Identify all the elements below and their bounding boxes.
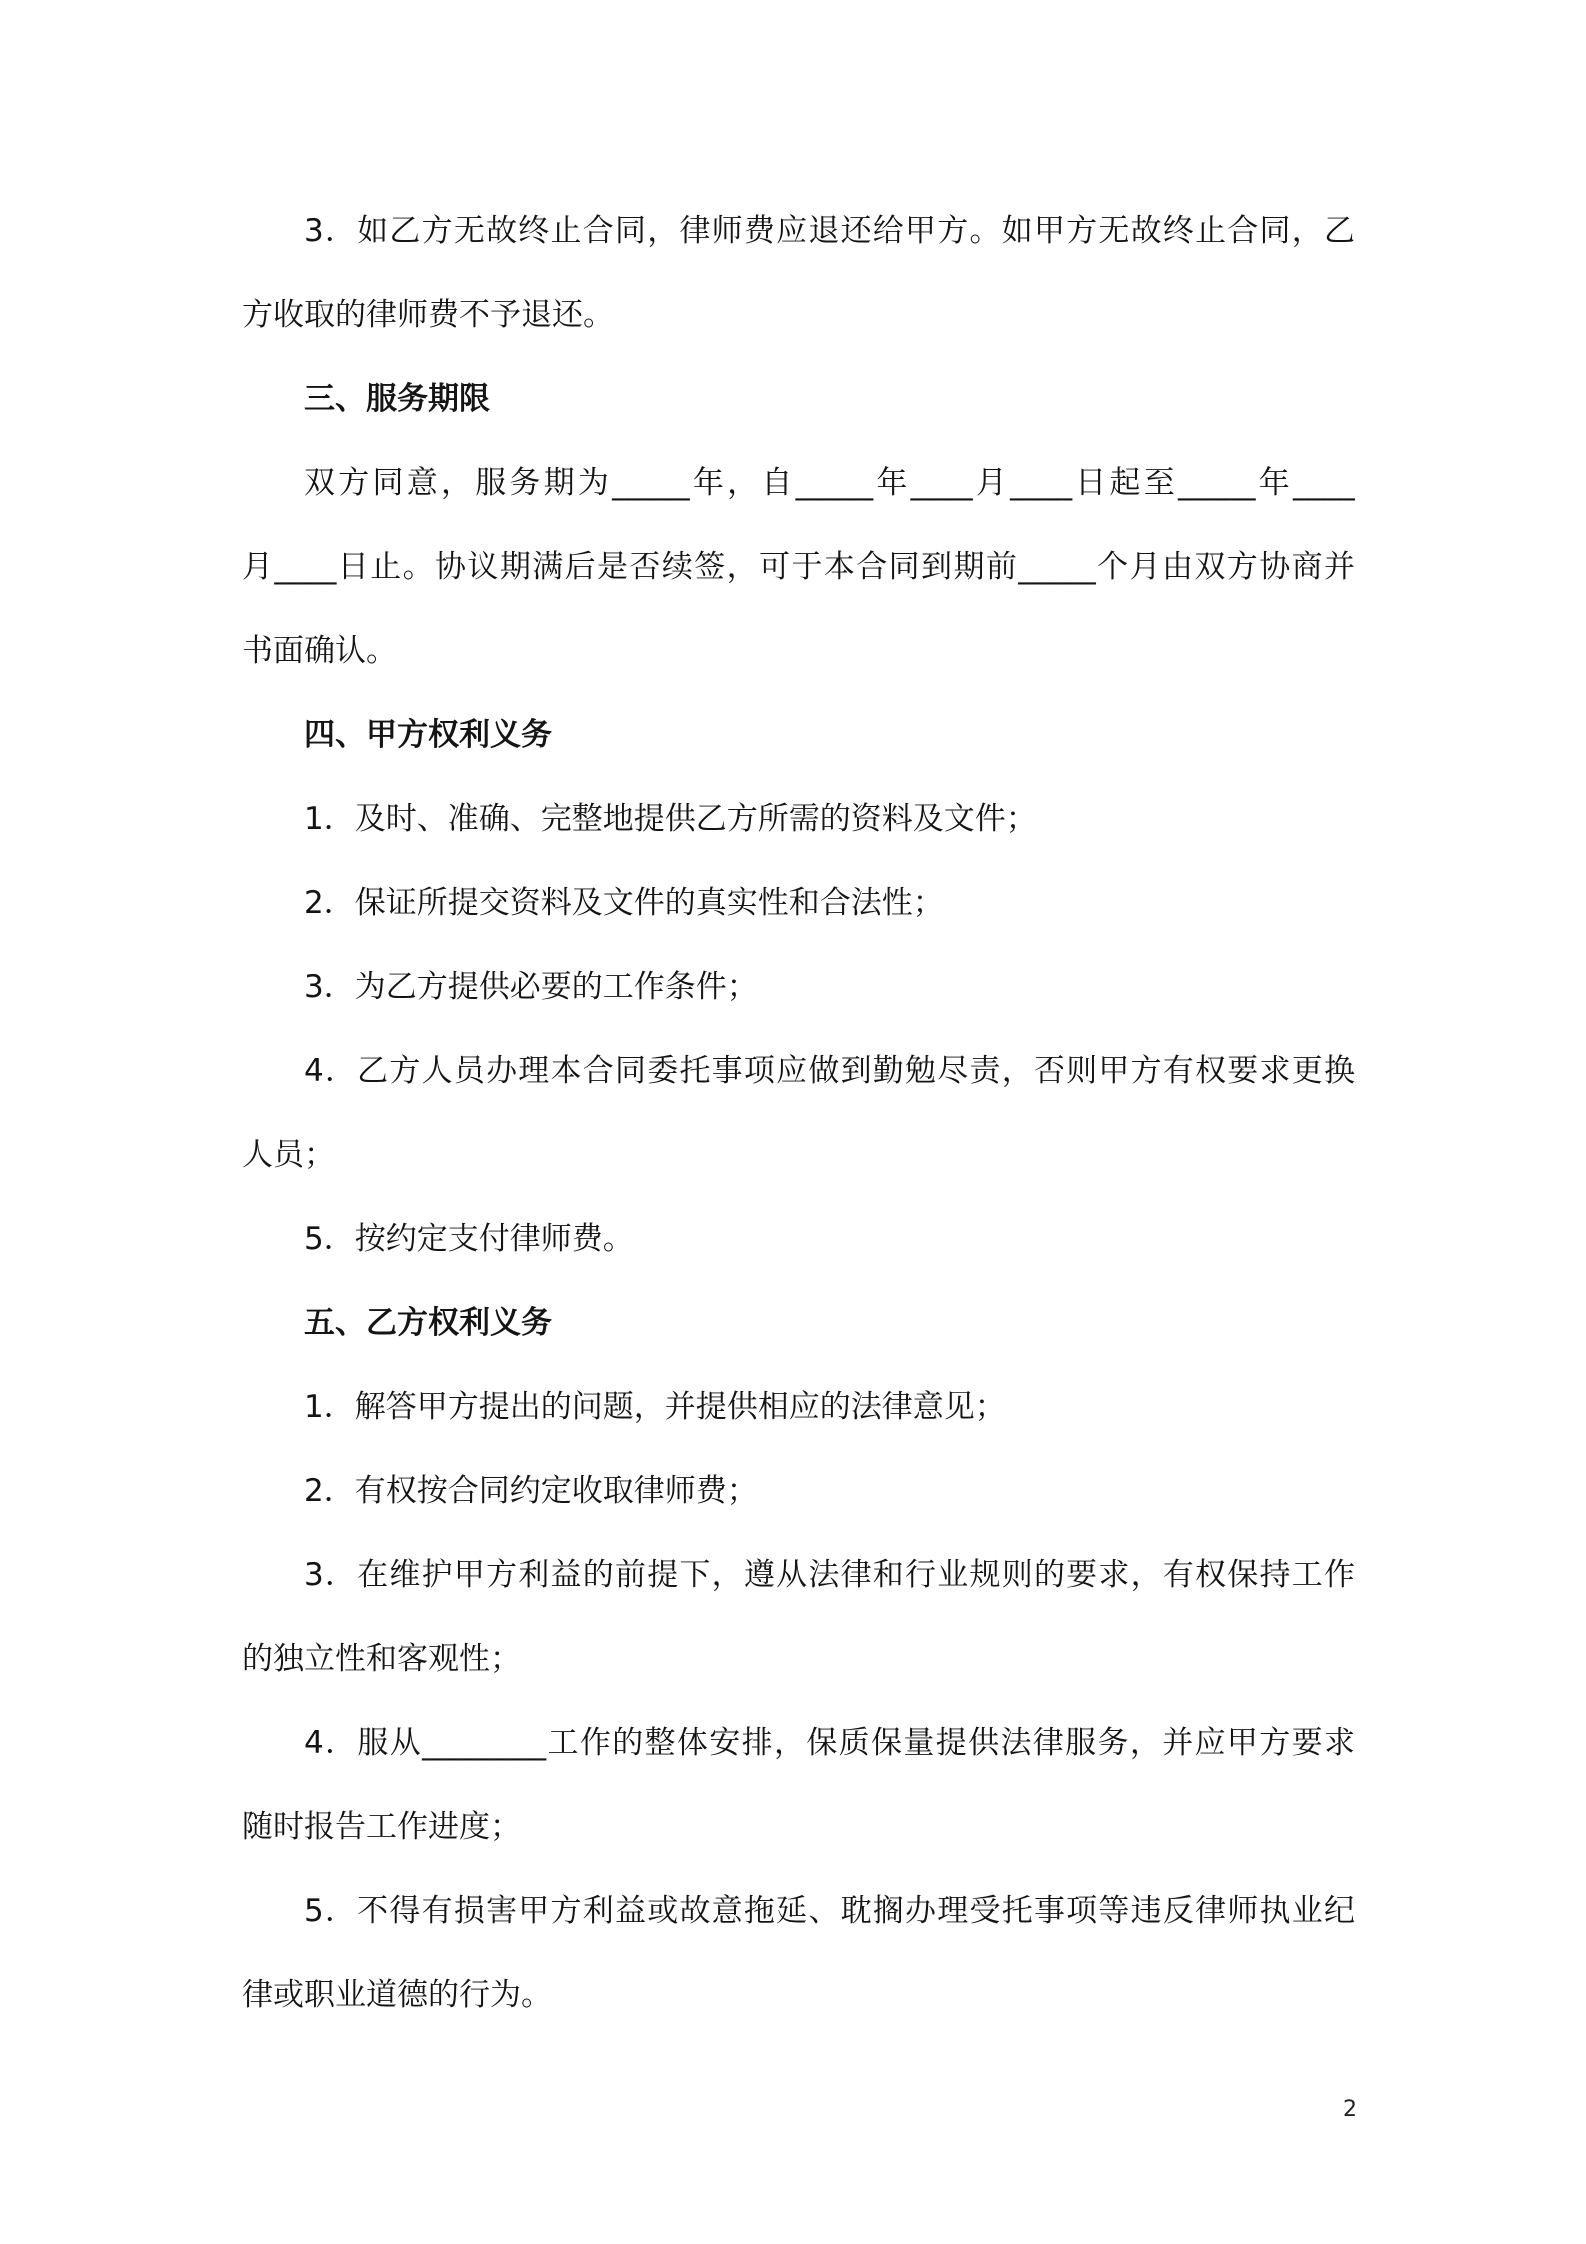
paragraph-line: 的独立性和客观性； — [242, 1641, 521, 1677]
paragraph-line: 方收取的律师费不予退还。 — [242, 297, 614, 333]
paragraph-line: 3．如乙方无故终止合同，律师费应退还给甲方。如甲方无故终止合同，乙 — [304, 213, 1355, 249]
list-item: 4．乙方人员办理本合同委托事项应做到勤勉尽责，否则甲方有权要求更换 — [304, 1053, 1355, 1089]
list-item: 2．保证所提交资料及文件的真实性和合法性； — [304, 885, 944, 921]
list-item: 1．及时、准确、完整地提供乙方所需的资料及文件； — [304, 801, 1037, 837]
paragraph-line: 月____日止。协议期满后是否续签，可于本合同到期前_____个月由双方协商并 — [242, 549, 1355, 585]
section-heading-party-a-rights: 四、甲方权利义务 — [304, 717, 552, 753]
paragraph-line: 双方同意，服务期为_____年，自_____年____月____日起至_____年____ — [304, 465, 1355, 501]
section-heading-service-term: 三、服务期限 — [304, 381, 490, 417]
paragraph-line: 随时报告工作进度； — [242, 1809, 521, 1845]
page-number: 2 — [1343, 2097, 1357, 2122]
list-item: 3．在维护甲方利益的前提下，遵从法律和行业规则的要求，有权保持工作 — [304, 1557, 1355, 1593]
paragraph-line: 人员； — [242, 1137, 335, 1173]
list-item: 5．按约定支付律师费。 — [304, 1221, 634, 1257]
paragraph-line: 律或职业道德的行为。 — [242, 1977, 552, 2013]
section-heading-party-b-rights: 五、乙方权利义务 — [304, 1305, 552, 1341]
list-item: 3．为乙方提供必要的工作条件； — [304, 969, 758, 1005]
list-item: 2．有权按合同约定收取律师费； — [304, 1473, 758, 1509]
paragraph-line: 书面确认。 — [242, 633, 397, 669]
document-page — [242, 189, 1355, 2037]
list-item: 1．解答甲方提出的问题，并提供相应的法律意见； — [304, 1389, 1006, 1425]
list-item: 5．不得有损害甲方利益或故意拖延、耽搁办理受托事项等违反律师执业纪 — [304, 1893, 1355, 1929]
list-item: 4．服从________工作的整体安排，保质保量提供法律服务，并应甲方要求 — [304, 1725, 1355, 1761]
